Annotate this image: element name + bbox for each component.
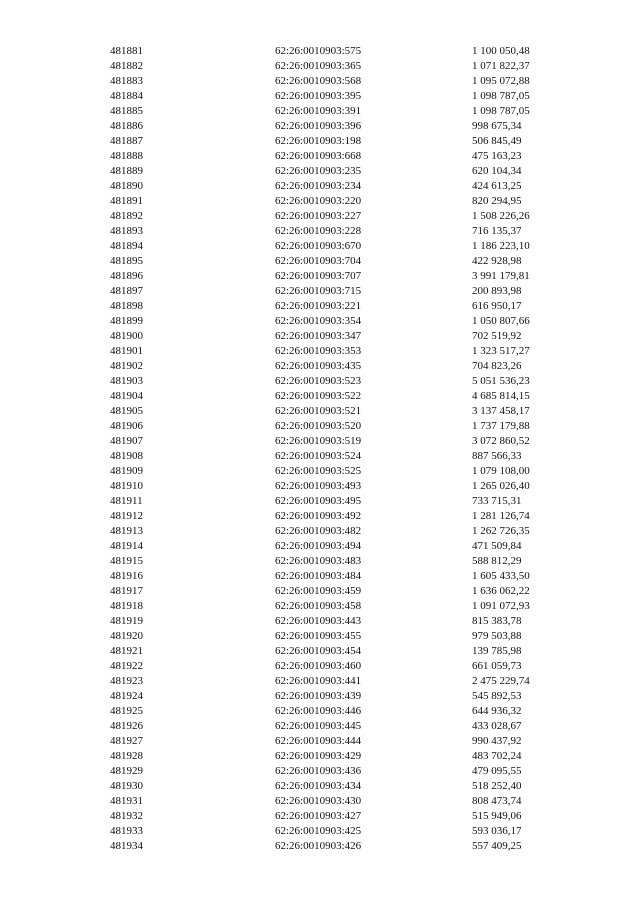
cadastral-value-cell: 716 135,37 (472, 225, 522, 237)
cadastral-number-cell: 62:26:0010903:354 (275, 315, 362, 327)
cadastral-number-cell: 62:26:0010903:455 (275, 630, 362, 642)
cadastral-value-cell: 1 098 787,05 (472, 90, 530, 102)
cadastral-value-cell: 820 294,95 (472, 195, 522, 207)
row-number-cell: 481916 (110, 570, 143, 582)
cadastral-value-cell: 1 071 822,37 (472, 60, 530, 72)
cadastral-value-cell: 545 892,53 (472, 690, 522, 702)
table-row (110, 659, 550, 674)
cadastral-value-cell: 1 737 179,88 (472, 420, 530, 432)
cadastral-number-cell: 62:26:0010903:460 (275, 660, 362, 672)
cadastral-value-cell: 200 893,98 (472, 285, 522, 297)
cadastral-value-cell: 518 252,40 (472, 780, 522, 792)
cadastral-number-cell: 62:26:0010903:568 (275, 75, 362, 87)
cadastral-number-cell: 62:26:0010903:436 (275, 765, 362, 777)
cadastral-value-cell: 620 104,34 (472, 165, 522, 177)
row-number-cell: 481887 (110, 135, 143, 147)
row-number-cell: 481918 (110, 600, 143, 612)
table-row (110, 374, 550, 389)
cadastral-number-cell: 62:26:0010903:483 (275, 555, 362, 567)
cadastral-number-cell: 62:26:0010903:522 (275, 390, 362, 402)
cadastral-value-cell: 998 675,34 (472, 120, 522, 132)
cadastral-number-cell: 62:26:0010903:575 (275, 45, 362, 57)
row-number-cell: 481882 (110, 60, 143, 72)
cadastral-value-cell: 557 409,25 (472, 840, 522, 852)
table-row (110, 119, 550, 134)
table-row (110, 59, 550, 74)
cadastral-number-cell: 62:26:0010903:441 (275, 675, 362, 687)
cadastral-number-cell: 62:26:0010903:525 (275, 465, 362, 477)
cadastral-value-cell: 3 137 458,17 (472, 405, 530, 417)
row-number-cell: 481890 (110, 180, 143, 192)
cadastral-value-cell: 1 323 517,27 (472, 345, 530, 357)
row-number-cell: 481903 (110, 375, 143, 387)
row-number-cell: 481899 (110, 315, 143, 327)
cadastral-value-cell: 3 072 860,52 (472, 435, 530, 447)
cadastral-number-cell: 62:26:0010903:707 (275, 270, 362, 282)
cadastral-number-cell: 62:26:0010903:668 (275, 150, 362, 162)
cadastral-value-cell: 433 028,67 (472, 720, 522, 732)
cadastral-number-cell: 62:26:0010903:220 (275, 195, 362, 207)
cadastral-number-cell: 62:26:0010903:459 (275, 585, 362, 597)
table-row (110, 839, 550, 854)
row-number-cell: 481933 (110, 825, 143, 837)
cadastral-value-cell: 616 950,17 (472, 300, 522, 312)
cadastral-value-cell: 139 785,98 (472, 645, 522, 657)
cadastral-number-cell: 62:26:0010903:234 (275, 180, 362, 192)
cadastral-number-cell: 62:26:0010903:396 (275, 120, 362, 132)
row-number-cell: 481925 (110, 705, 143, 717)
cadastral-number-cell: 62:26:0010903:221 (275, 300, 362, 312)
row-number-cell: 481881 (110, 45, 143, 57)
row-number-cell: 481917 (110, 585, 143, 597)
table-row (110, 509, 550, 524)
cadastral-number-cell: 62:26:0010903:704 (275, 255, 362, 267)
table-row (110, 404, 550, 419)
row-number-cell: 481927 (110, 735, 143, 747)
cadastral-value-cell: 422 928,98 (472, 255, 522, 267)
row-number-cell: 481926 (110, 720, 143, 732)
table-row (110, 329, 550, 344)
table-row (110, 44, 550, 59)
cadastral-number-cell: 62:26:0010903:365 (275, 60, 362, 72)
cadastral-number-cell: 62:26:0010903:426 (275, 840, 362, 852)
cadastral-number-cell: 62:26:0010903:492 (275, 510, 362, 522)
table-row (110, 314, 550, 329)
table-row (110, 824, 550, 839)
cadastral-number-cell: 62:26:0010903:353 (275, 345, 362, 357)
cadastral-number-cell: 62:26:0010903:519 (275, 435, 362, 447)
table-row (110, 89, 550, 104)
cadastral-value-table (110, 44, 550, 854)
cadastral-value-cell: 1 091 072,93 (472, 600, 530, 612)
cadastral-number-cell: 62:26:0010903:445 (275, 720, 362, 732)
table-row (110, 104, 550, 119)
row-number-cell: 481892 (110, 210, 143, 222)
table-row (110, 554, 550, 569)
table-row (110, 239, 550, 254)
cadastral-number-cell: 62:26:0010903:444 (275, 735, 362, 747)
table-row (110, 809, 550, 824)
cadastral-number-cell: 62:26:0010903:434 (275, 780, 362, 792)
cadastral-value-cell: 471 509,84 (472, 540, 522, 552)
table-row (110, 734, 550, 749)
cadastral-value-cell: 479 095,55 (472, 765, 522, 777)
cadastral-value-cell: 661 059,73 (472, 660, 522, 672)
cadastral-value-cell: 644 936,32 (472, 705, 522, 717)
cadastral-number-cell: 62:26:0010903:493 (275, 480, 362, 492)
cadastral-number-cell: 62:26:0010903:425 (275, 825, 362, 837)
cadastral-value-cell: 1 508 226,26 (472, 210, 530, 222)
cadastral-number-cell: 62:26:0010903:494 (275, 540, 362, 552)
row-number-cell: 481893 (110, 225, 143, 237)
table-row (110, 599, 550, 614)
cadastral-value-cell: 990 437,92 (472, 735, 522, 747)
row-number-cell: 481886 (110, 120, 143, 132)
cadastral-number-cell: 62:26:0010903:446 (275, 705, 362, 717)
row-number-cell: 481931 (110, 795, 143, 807)
row-number-cell: 481934 (110, 840, 143, 852)
cadastral-number-cell: 62:26:0010903:435 (275, 360, 362, 372)
row-number-cell: 481889 (110, 165, 143, 177)
table-row (110, 524, 550, 539)
table-row (110, 434, 550, 449)
cadastral-value-cell: 4 685 814,15 (472, 390, 530, 402)
cadastral-number-cell: 62:26:0010903:235 (275, 165, 362, 177)
table-row (110, 569, 550, 584)
row-number-cell: 481883 (110, 75, 143, 87)
table-row (110, 209, 550, 224)
cadastral-number-cell: 62:26:0010903:427 (275, 810, 362, 822)
cadastral-number-cell: 62:26:0010903:395 (275, 90, 362, 102)
cadastral-value-cell: 1 186 223,10 (472, 240, 530, 252)
cadastral-value-cell: 808 473,74 (472, 795, 522, 807)
cadastral-number-cell: 62:26:0010903:347 (275, 330, 362, 342)
table-row (110, 794, 550, 809)
cadastral-value-cell: 1 281 126,74 (472, 510, 530, 522)
row-number-cell: 481905 (110, 405, 143, 417)
row-number-cell: 481921 (110, 645, 143, 657)
cadastral-value-cell: 1 636 062,22 (472, 585, 530, 597)
table-row (110, 749, 550, 764)
cadastral-value-cell: 506 845,49 (472, 135, 522, 147)
table-body (110, 44, 550, 854)
table-row (110, 494, 550, 509)
cadastral-value-cell: 1 262 726,35 (472, 525, 530, 537)
row-number-cell: 481913 (110, 525, 143, 537)
table-row (110, 539, 550, 554)
table-row (110, 284, 550, 299)
cadastral-value-cell: 475 163,23 (472, 150, 522, 162)
cadastral-number-cell: 62:26:0010903:391 (275, 105, 362, 117)
cadastral-value-cell: 5 051 536,23 (472, 375, 530, 387)
row-number-cell: 481907 (110, 435, 143, 447)
table-row (110, 779, 550, 794)
cadastral-value-cell: 733 715,31 (472, 495, 522, 507)
table-row (110, 689, 550, 704)
table-row (110, 224, 550, 239)
table-row (110, 674, 550, 689)
cadastral-number-cell: 62:26:0010903:715 (275, 285, 362, 297)
cadastral-value-cell: 588 812,29 (472, 555, 522, 567)
row-number-cell: 481906 (110, 420, 143, 432)
row-number-cell: 481908 (110, 450, 143, 462)
cadastral-number-cell: 62:26:0010903:523 (275, 375, 362, 387)
cadastral-value-cell: 815 383,78 (472, 615, 522, 627)
cadastral-value-cell: 424 613,25 (472, 180, 522, 192)
row-number-cell: 481924 (110, 690, 143, 702)
row-number-cell: 481910 (110, 480, 143, 492)
cadastral-value-cell: 515 949,06 (472, 810, 522, 822)
cadastral-value-cell: 1 605 433,50 (472, 570, 530, 582)
cadastral-number-cell: 62:26:0010903:482 (275, 525, 362, 537)
table-row (110, 269, 550, 284)
cadastral-value-cell: 1 095 072,88 (472, 75, 530, 87)
cadastral-value-cell: 3 991 179,81 (472, 270, 530, 282)
table-row (110, 389, 550, 404)
row-number-cell: 481922 (110, 660, 143, 672)
table-row (110, 344, 550, 359)
row-number-cell: 481914 (110, 540, 143, 552)
cadastral-value-cell: 483 702,24 (472, 750, 522, 762)
cadastral-value-cell: 1 098 787,05 (472, 105, 530, 117)
row-number-cell: 481895 (110, 255, 143, 267)
row-number-cell: 481891 (110, 195, 143, 207)
table-row (110, 764, 550, 779)
table-row (110, 254, 550, 269)
cadastral-number-cell: 62:26:0010903:484 (275, 570, 362, 582)
cadastral-number-cell: 62:26:0010903:454 (275, 645, 362, 657)
cadastral-number-cell: 62:26:0010903:429 (275, 750, 362, 762)
table-row (110, 299, 550, 314)
table-row (110, 449, 550, 464)
table-row (110, 419, 550, 434)
table-row (110, 464, 550, 479)
cadastral-number-cell: 62:26:0010903:524 (275, 450, 362, 462)
cadastral-value-cell: 704 823,26 (472, 360, 522, 372)
cadastral-number-cell: 62:26:0010903:670 (275, 240, 362, 252)
cadastral-value-cell: 2 475 229,74 (472, 675, 530, 687)
table-row (110, 164, 550, 179)
cadastral-number-cell: 62:26:0010903:439 (275, 690, 362, 702)
table-row (110, 134, 550, 149)
cadastral-number-cell: 62:26:0010903:198 (275, 135, 362, 147)
row-number-cell: 481929 (110, 765, 143, 777)
table-row (110, 179, 550, 194)
row-number-cell: 481888 (110, 150, 143, 162)
table-row (110, 614, 550, 629)
cadastral-number-cell: 62:26:0010903:495 (275, 495, 362, 507)
row-number-cell: 481898 (110, 300, 143, 312)
table-row (110, 584, 550, 599)
row-number-cell: 481920 (110, 630, 143, 642)
cadastral-number-cell: 62:26:0010903:443 (275, 615, 362, 627)
table-row (110, 704, 550, 719)
cadastral-number-cell: 62:26:0010903:521 (275, 405, 362, 417)
row-number-cell: 481897 (110, 285, 143, 297)
table-row (110, 629, 550, 644)
cadastral-number-cell: 62:26:0010903:228 (275, 225, 362, 237)
row-number-cell: 481932 (110, 810, 143, 822)
cadastral-number-cell: 62:26:0010903:458 (275, 600, 362, 612)
row-number-cell: 481885 (110, 105, 143, 117)
cadastral-number-cell: 62:26:0010903:520 (275, 420, 362, 432)
row-number-cell: 481884 (110, 90, 143, 102)
table-row (110, 719, 550, 734)
cadastral-value-cell: 979 503,88 (472, 630, 522, 642)
row-number-cell: 481923 (110, 675, 143, 687)
cadastral-value-cell: 593 036,17 (472, 825, 522, 837)
row-number-cell: 481902 (110, 360, 143, 372)
row-number-cell: 481919 (110, 615, 143, 627)
row-number-cell: 481901 (110, 345, 143, 357)
table-row (110, 644, 550, 659)
row-number-cell: 481915 (110, 555, 143, 567)
table-row (110, 194, 550, 209)
cadastral-number-cell: 62:26:0010903:430 (275, 795, 362, 807)
table-row (110, 74, 550, 89)
row-number-cell: 481928 (110, 750, 143, 762)
row-number-cell: 481909 (110, 465, 143, 477)
row-number-cell: 481904 (110, 390, 143, 402)
cadastral-value-cell: 1 100 050,48 (472, 45, 530, 57)
cadastral-value-cell: 1 050 807,66 (472, 315, 530, 327)
cadastral-value-cell: 1 265 026,40 (472, 480, 530, 492)
cadastral-value-cell: 1 079 108,00 (472, 465, 530, 477)
row-number-cell: 481894 (110, 240, 143, 252)
row-number-cell: 481911 (110, 495, 143, 507)
row-number-cell: 481930 (110, 780, 143, 792)
row-number-cell: 481896 (110, 270, 143, 282)
table-row (110, 479, 550, 494)
table-row (110, 149, 550, 164)
cadastral-value-cell: 702 519,92 (472, 330, 522, 342)
row-number-cell: 481912 (110, 510, 143, 522)
cadastral-value-cell: 887 566,33 (472, 450, 522, 462)
table-row (110, 359, 550, 374)
row-number-cell: 481900 (110, 330, 143, 342)
cadastral-number-cell: 62:26:0010903:227 (275, 210, 362, 222)
